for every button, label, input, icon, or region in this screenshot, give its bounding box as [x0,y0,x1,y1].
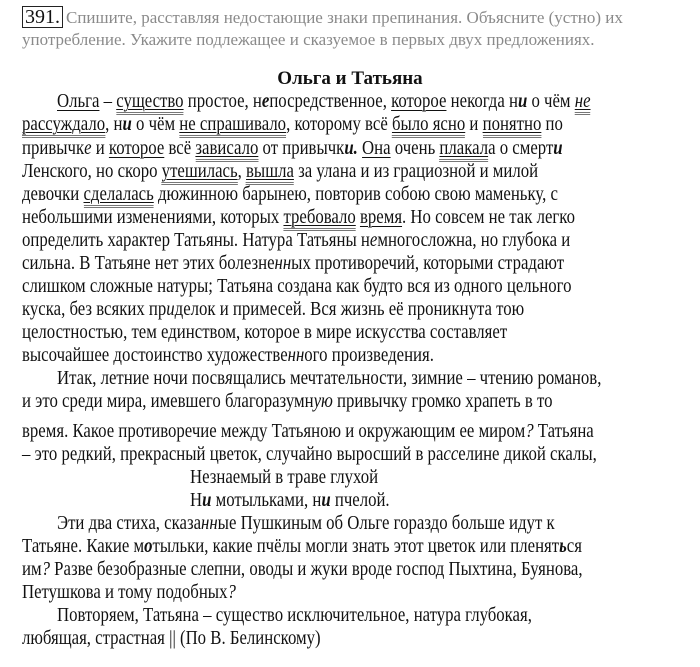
inserted-letter: сс [443,444,459,465]
text-segment: за улана и из грациозной и милой [293,161,539,182]
text-segment: Эти два стиха, сказа [57,513,202,534]
text-segment: Итак, летние ночи посв [57,368,226,389]
text-line [57,605,532,627]
inserted-letter: ь [559,536,567,557]
text-segment: небольшими изменениями, которых [22,207,284,228]
text-line [22,276,572,298]
text-segment: Разве безобразные слепни, оводы и жуки вроде господ Пыхтина, Буянова, [49,559,583,580]
inserted-letter: и [553,138,563,159]
predicate-word: сделалась [83,184,153,208]
subject-word: которое [391,91,447,112]
inserted-letter: сс [388,322,404,343]
text-segment: время. Какое противоречие между Татьяною и окружающим ее миром [22,421,526,442]
inserted-letter: ? [227,582,236,603]
text-segment: о чём [527,91,575,112]
text-segment: любящая, страстная || (По В. Белинскому) [22,628,321,649]
subject-word: которое [108,138,165,159]
text-segment: многосложна, но глубока и [377,230,571,251]
inserted-letter: и [321,490,331,511]
inserted-letter: ? [525,421,534,442]
text-line [22,628,321,650]
text-segment: елине дикой скалы, [458,444,597,465]
text-segment: Незнаемый в траве глухой [190,467,379,488]
inserted-letter: нн [201,513,218,534]
text-segment: делок и примесей. Вся жизнь её проникнута тою [174,299,525,320]
text-line [57,368,601,390]
predicate-word: не [575,91,591,115]
inserted-letter: и. [344,138,358,159]
text-segment: ого произведения. [304,345,434,366]
text-segment: тва составляет [403,322,508,343]
inserted-letter: е [84,138,92,159]
inserted-letter: ? [41,559,50,580]
predicate-word: вышла [246,161,294,185]
text-segment: ых противоречий, которыми страдают [291,253,565,274]
inserted-letter: нн [287,345,305,366]
text-segment: простое, н [183,91,262,112]
inserted-letter: и [122,114,132,135]
text-segment: – [99,91,117,112]
text-segment: и это среди мира, имевшего благоразумн [22,391,314,412]
predicate-word: утешилась [162,161,238,185]
subject-word: Она [362,138,391,159]
subject-word: время [359,207,403,228]
text-segment: сильна. В Татьяне нет этих болезне [22,253,275,274]
text-line [22,421,594,443]
predicate-word: плакал [439,138,488,162]
text-segment: определить характер Татьяны. Натура Татьяны н [22,230,370,251]
text-segment: пчелой. [330,490,390,511]
text-line [22,230,570,252]
text-segment: , н [105,114,123,135]
text-segment: дюжинною барынею, повторив собою свою маменьку, с [153,184,558,205]
text-line [57,91,591,113]
text-segment: Петушкова и тому подобных [22,582,228,603]
text-line [57,513,555,535]
text-segment: . Но совсем не так легко [402,207,575,228]
text-line [22,161,538,183]
poem-line [190,467,378,489]
text-segment: и [91,138,109,159]
text-segment: по [541,114,563,135]
predicate-word: было ясно [392,114,465,138]
text-segment: Ленского, но скоро [22,161,162,182]
text-segment: посредственное, [269,91,392,112]
poem-line [190,490,390,512]
predicate-word: не спрашивало [179,114,286,138]
text-segment: а о смерт [488,138,554,159]
text-segment: куска, без всяких пр [22,299,167,320]
text-segment: высочайшее достоинство художестве [22,345,288,366]
text-segment: некогда н [446,91,518,112]
text-segment: очень [390,138,440,159]
text-line [22,253,564,275]
text-segment: ся [566,536,582,557]
inserted-letter: ую [313,391,333,412]
text-line [22,184,558,206]
predicate-word: понятно [483,114,542,138]
text-line [22,114,563,136]
instruction-line-1 [22,6,692,29]
predicate-word: рассуждало [22,114,105,138]
text-line [22,138,563,160]
text-line [22,536,582,558]
exercise-instruction [22,6,692,51]
instruction-line-2: употребление. Укажите подлежащее и сказуемое в первых двух предложениях. [22,30,595,49]
text-segment: о чём [131,114,180,135]
text-segment: привычк [22,138,85,159]
text-segment: тыльки, какие пчёлы могли знать этот цветок или пленят [152,536,560,557]
exercise-number: 391. [22,6,63,28]
predicate-word: требовало [283,207,355,231]
subject-word: Ольга [57,91,100,112]
inserted-letter: и [517,91,528,112]
instruction-text-1: Спишите, расставляя недостающие знаки препинания. Объясните (устно) их [66,8,623,27]
text-line [22,559,583,581]
text-segment: , которому всё [286,114,392,135]
text-segment: целостностью, тем единством, которое в мире иску [22,322,389,343]
text-line [22,444,597,466]
text-segment: мотыльками, н [211,490,322,511]
text-segment: Татьяне. Какие м [22,536,145,557]
text-line [22,207,575,229]
inserted-letter: нн [274,253,292,274]
text-segment: привычку громко храпеть в то [332,391,553,412]
inserted-letter: е [369,230,378,251]
text-line [22,322,507,344]
text-segment: и [465,114,483,135]
text-line [22,582,236,604]
text-segment: щались мечтательности, зимние – чтению романов, [232,368,602,389]
text-line [22,299,524,321]
text-segment: Повторяем, Татьяна – существо исключительное, натура глубокая, [57,605,532,626]
text-line [22,391,552,413]
inserted-letter: е [261,91,270,112]
text-segment: Татьяна [533,421,594,442]
predicate-word: существо [116,91,183,115]
text-segment: ые Пушкиным об Ольге гораздо больше идут к [217,513,555,534]
text-segment: , [237,161,247,182]
text-segment: им [22,559,42,580]
text-segment: всё [164,138,196,159]
text-segment: от привычк [258,138,345,159]
text-segment: – это редкий, прекрасный цветок, случайно выросший в ра [22,444,444,465]
inserted-letter: о [144,536,153,557]
text-title: Ольга и Татьяна [277,68,423,89]
text-segment: Н [190,490,203,511]
text-line [22,345,434,367]
predicate-word: зависало [195,138,258,162]
inserted-letter: и [202,490,212,511]
text-segment: слишком сложные натуры; Татьяна создана как будто вся из одного цельного [22,276,572,297]
text-segment: девочки [22,184,84,205]
inserted-letter: я [225,368,233,389]
inserted-letter: и [166,299,175,320]
